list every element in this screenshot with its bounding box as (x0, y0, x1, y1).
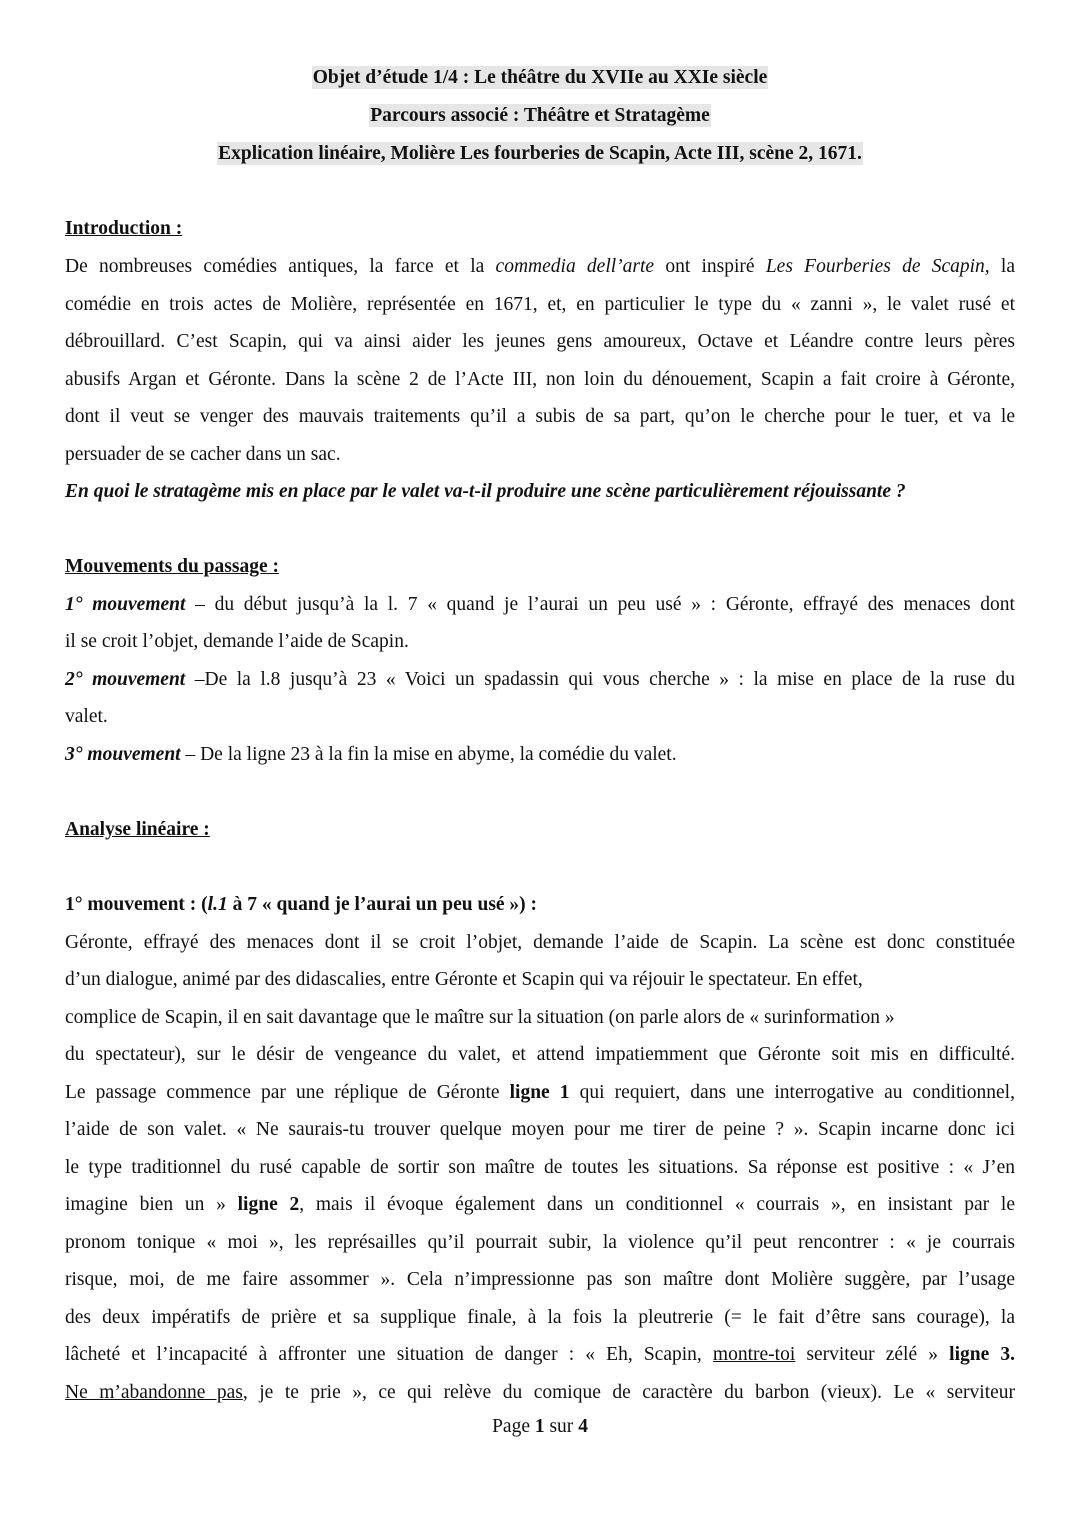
analysis-line-13 (65, 1379, 1015, 1407)
text-run: serviteur zélé » (795, 1344, 950, 1365)
movement-2-cont: valet. (65, 706, 108, 727)
analysis-subheading (65, 891, 1015, 919)
text-run: la (989, 256, 1015, 277)
movement-label: 1° mouvement (65, 594, 186, 615)
intro-line-3: débrouillard. C’est Scapin, qui va ainsi aider les jeunes gens amoureux, Octave et Léandre contre leurs pères (65, 331, 1015, 352)
underlined-run: Ne m’abandonne pas (65, 1382, 243, 1403)
bold-run: . (1010, 1344, 1016, 1365)
analysis-line-8 (65, 1191, 1015, 1219)
italic-run: Les Fourberies de Scapin, (765, 256, 990, 277)
explication-title: Explication linéaire, Molière Les fourberies de Scapin, Acte III, scène 2, 1671. (218, 143, 862, 164)
analysis-line-3: complice de Scapin, il en sait davantage que le maître sur la situation (on parle alors de « surinformation » (65, 1007, 895, 1028)
text-run: –De la l.8 jusqu’à 23 « Voici un spadassin qui vous cherche » : la mise en place de la ruse du (185, 669, 1015, 690)
footer-text: Page (492, 1416, 535, 1437)
text-run: qui requiert, dans une interrogative au conditionnel, (569, 1082, 1015, 1103)
text-run: lâcheté et l’incapacité à affronter une situation de danger : « Eh, Scapin, (65, 1344, 713, 1365)
footer-text: sur (544, 1416, 579, 1437)
bold-run: ligne 3 (949, 1344, 1011, 1365)
movement-label: 2° mouvement (65, 669, 186, 690)
analysis-heading: Analyse linéaire : (65, 819, 210, 840)
intro-line-4: abusifs Argan et Géronte. Dans la scène 2 de l’Acte III, non loin du dénouement, Scapin a fait croire à Géronte, (65, 369, 1015, 390)
intro-line-1 (65, 253, 1015, 281)
analysis-line-2: d’un dialogue, animé par des didascalies, entre Géronte et Scapin qui va réjouir le spectateur. En effet, (65, 969, 863, 990)
analysis-line-11: des deux impératifs de prière et sa supplique finale, à la fois la pleutrerie (= le fait d’être sans courage), la (65, 1307, 1015, 1328)
text-run: imagine bien un » (65, 1194, 238, 1215)
bold-run: ligne 1 (509, 1082, 570, 1103)
italic-run: l.1 (207, 894, 228, 915)
text-run: – du début jusqu’à la l. 7 « quand je l’aurai un peu usé » : Géronte, effrayé des menaces dont (185, 594, 1015, 615)
analysis-line-1: Géronte, effrayé des menaces dont il se croit l’objet, demande l’aide de Scapin. La scène est donc constituée (65, 932, 1015, 953)
analysis-line-6: l’aide de son valet. « Ne saurais-tu trouver quelque moyen pour me tirer de peine ? ». Scapin incarne donc ici (65, 1119, 1015, 1140)
problematique: En quoi le stratagème mis en place par le valet va-t-il produire une scène particulièrement réjouissante ? (65, 481, 906, 502)
text-run: ont inspiré (654, 256, 766, 277)
text-run: , mais il évoque également dans un conditionnel « courrais », en insistant par le (299, 1194, 1015, 1215)
page-number: 1 (534, 1416, 545, 1437)
objet-etude-title: Objet d’étude 1/4 : Le théâtre du XVIIe au XXIe siècle (312, 67, 768, 88)
analysis-line-12 (65, 1341, 1015, 1369)
intro-line-5: dont il veut se venger des mauvais traitements qu’il a subis de sa part, qu’on le cherche pour le tuer, et va le (65, 406, 1015, 427)
text-run: 1° mouvement : ( (65, 894, 208, 915)
page-footer (0, 1413, 1080, 1441)
movements-heading: Mouvements du passage : (65, 556, 279, 577)
introduction-heading: Introduction : (65, 218, 183, 239)
text-run: , je te prie », ce qui relève du comique de caractère du barbon (vieux). Le « serviteur (242, 1382, 1016, 1403)
movement-1-cont: il se croit l’objet, demande l’aide de Scapin. (65, 631, 409, 652)
movement-1 (65, 591, 1015, 619)
parcours-title: Parcours associé : Théâtre et Stratagème (370, 105, 710, 126)
text-run: – De la ligne 23 à la fin la mise en abyme, la comédie du valet. (180, 744, 677, 765)
movement-3 (65, 741, 1015, 769)
header-line-3 (0, 140, 1080, 168)
text-run: à 7 « quand je l’aurai un peu usé ») : (227, 894, 538, 915)
intro-line-2: comédie en trois actes de Molière, représentée en 1671, et, en particulier le type du « zanni », le valet rusé et (65, 294, 1015, 315)
analysis-line-5 (65, 1079, 1015, 1107)
analysis-line-7: le type traditionnel du rusé capable de sortir son maître de toutes les situations. Sa réponse est positive : « J’en (65, 1157, 1015, 1178)
movement-label: 3° mouvement (65, 744, 181, 765)
analysis-line-4: du spectateur), sur le désir de vengeance du valet, et attend impatiemment que Géronte soit mis en difficulté. (65, 1044, 1015, 1065)
underlined-run: montre-toi (712, 1344, 796, 1365)
movement-2 (65, 666, 1015, 694)
italic-run: commedia dell’arte (495, 256, 655, 277)
analysis-line-9: pronom tonique « moi », les représailles qu’il pourrait subir, la violence qu’il peut rencontrer : « je courrais (65, 1232, 1015, 1253)
header-line-1 (0, 64, 1080, 92)
bold-run: ligne 2 (237, 1194, 300, 1215)
page-total: 4 (578, 1416, 588, 1437)
text-run: Le passage commence par une réplique de Géronte (65, 1082, 510, 1103)
text-run: De nombreuses comédies antiques, la farce et la (65, 256, 496, 277)
intro-line-6: persuader de se cacher dans un sac. (65, 444, 341, 465)
analysis-line-10: risque, moi, de me faire assommer ». Cela n’impressionne pas son maître dont Molière suggère, par l’usage (65, 1269, 1015, 1290)
header-line-2 (0, 102, 1080, 130)
